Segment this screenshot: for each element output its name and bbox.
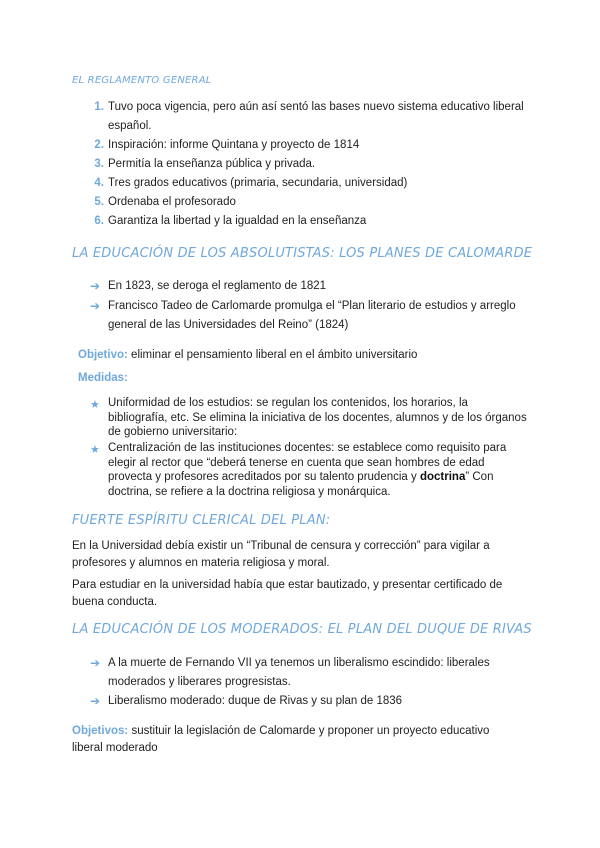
star-icon: ★ [90,399,100,411]
list-number: 3. [94,158,104,170]
paragraph [72,538,522,572]
measures-heading [78,369,128,388]
list-number: 1. [94,101,104,113]
list-text: Permitía la enseñanza pública y privada. [108,158,316,170]
measure-text: ” Con doctrina, se refiere a la doctrina religiosa y monárquica. [108,471,494,498]
paragraph-text [72,723,522,757]
list-number: 4. [94,177,104,189]
list-number: 6. [94,215,104,227]
list-item [72,136,532,155]
right-arrow-icon: ➔ [90,299,101,313]
star-icon: ★ [90,444,100,456]
section-heading-reglamento: EL REGLAMENTO GENERAL [72,75,212,86]
list-item [72,98,532,136]
objective-label: Objetivo: [78,349,128,361]
list-item [72,193,532,212]
list-item [72,155,532,174]
list-text: Tuvo poca vigencia, pero aún así sentó las bases nuevo sistema educativo liberal español. [108,101,524,132]
list-item [90,396,530,440]
objectives-paragraph [72,723,522,757]
list-text: Inspiración: informe Quintana y proyecto de 1814 [108,139,360,151]
list-text: Ordenaba el profesorado [108,196,236,208]
paragraph-text: Para estudiar en la universidad había que estar bautizado, y presentar certificado de buena conducta. [72,579,503,608]
section-heading-absolutistas: LA EDUCACIÓN DE LOS ABSOLUTISTAS: LOS PLANES DE CALOMARDE [72,246,533,261]
list-item [90,654,510,692]
list-text: A la muerte de Fernando VII ya tenemos un liberalismo escindido: liberales moderados y liberares progresistas. [108,657,490,688]
list-item [90,441,530,499]
list-number: 5. [94,196,104,208]
objectives-label: Objetivos: [72,725,129,737]
section-heading-clerical: FUERTE ESPÍRITU CLERICAL DEL PLAN: [72,513,331,528]
list-item [72,212,532,231]
list-number: 2. [94,139,104,151]
list-text: Uniformidad de los estudios: se regulan los contenidos, los horarios, la bibliografía, etc. Se elimina la iniciativa de los docentes, alumnos y de los órganos de gobierno universitario: [108,397,527,438]
section-heading-moderados: LA EDUCACIÓN DE LOS MODERADOS: EL PLAN DEL DUQUE DE RIVAS [72,622,532,637]
list-text: Liberalismo moderado: duque de Rivas y su plan de 1836 [108,695,403,707]
measure-text: Centralización de las instituciones docentes: se establece como requisito para elegir al rector que “deberá tenerse en cuenta que sean hombres de edad provecta y profesores acreditados por su talento prudencia y [108,442,507,483]
measure-bold-word: doctrina [419,471,466,483]
list-text [108,441,530,499]
list-text: En 1823, se deroga el reglamento de 1821 [108,280,327,292]
list-text: Garantiza la libertad y la igualdad en la enseñanza [108,215,367,227]
right-arrow-icon: ➔ [90,694,101,708]
list-item [90,692,530,711]
list-item [90,277,530,296]
list-text: Tres grados educativos (primaria, secundaria, universidad) [108,177,408,189]
paragraph [72,577,522,611]
right-arrow-icon: ➔ [90,656,101,670]
list-item [72,174,532,193]
right-arrow-icon: ➔ [90,279,101,293]
list-item [90,297,530,335]
paragraph-text: En la Universidad debía existir un “Tribunal de censura y corrección” para vigilar a profesores y alumnos en materia religiosa y moral. [72,540,490,569]
objective-text: eliminar el pensamiento liberal en el ámbito universitario [131,349,418,361]
list-text: Francisco Tadeo de Carlomarde promulga el “Plan literario de estudios y arreglo general de las Universidades del Reino” (1824) [108,300,516,331]
objective-line [78,346,538,365]
objectives-text: sustituir la legislación de Calomarde y proponer un proyecto educativo liberal moderado [72,725,490,754]
measures-label: Medidas: [78,372,128,384]
